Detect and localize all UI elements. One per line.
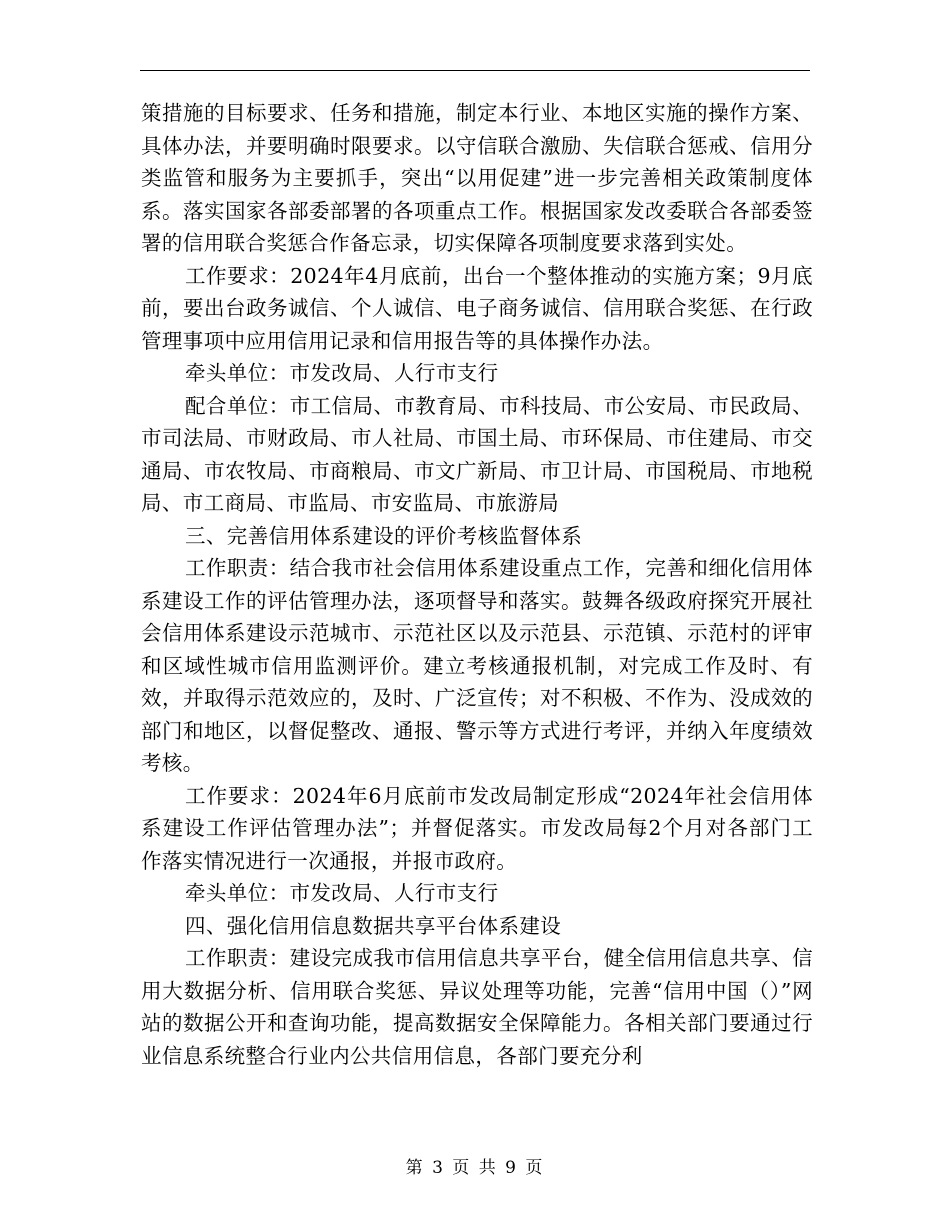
header-rule <box>140 70 810 71</box>
section-heading-3: 三、完善信用体系建设的评价考核监督体系 <box>185 523 583 548</box>
paragraph-7: 工作要求：2024年6月底前市发改局制定形成“2024年社会信用体系建设工作评估管理办法”；并督促落实。市发改局每2个月对各部门工作落实情况进行一次通报，并报市政府。 <box>141 783 813 873</box>
paragraph-10: 工作职责：建设完成我市信用信息共享平台，健全信用信息共享、信用大数据分析、信用联合奖惩、异议处理等功能，完善“信用中国（）”网站的数据公开和查询功能，提高数据安全保障能力。各相关部门要通过行业信息系统整合行业内公共信用信息，各部门要充分利 <box>141 946 813 1068</box>
paragraph-8: 牵头单位：市发改局、人行市支行 <box>185 881 499 905</box>
paragraph-4: 配合单位：市工信局、市教育局、市科技局、市公安局、市民政局、市司法局、市财政局、市人社局、市国土局、市环保局、市住建局、市交通局、市农牧局、市商粮局、市文广新局、市卫计局、市国税局、市地税局、市工商局、市监局、市安监局、市旅游局 <box>141 393 813 515</box>
paragraph-2: 工作要求：2024年4月底前，出台一个整体推动的实施方案；9月底前，要出台政务诚信、个人诚信、电子商务诚信、信用联合奖惩、在行政管理事项中应用信用记录和信用报告等的具体操作办法。 <box>141 263 813 353</box>
page-number-footer: 第 3 页 共 9 页 <box>405 1158 545 1178</box>
section-heading-4: 四、强化信用信息数据共享平台体系建设 <box>185 913 562 938</box>
paragraph-3: 牵头单位：市发改局、人行市支行 <box>185 361 499 385</box>
paragraph-6: 工作职责：结合我市社会信用体系建设重点工作，完善和细化信用体系建设工作的评估管理办法，逐项督导和落实。鼓舞各级政府探究开展社会信用体系建设示范城市、示范社区以及示范县、示范镇、示范村的评审和区域性城市信用监测评价。建立考核通报机制，对完成工作及时、有效，并取得示范效应的，及时、广泛宣传；对不积极、不作为、没成效的部门和地区，以督促整改、通报、警示等方式进行考评，并纳入年度绩效考核。 <box>141 556 813 775</box>
document-body <box>141 97 813 1072</box>
paragraph-1: 策措施的目标要求、任务和措施，制定本行业、本地区实施的操作方案、具体办法，并要明确时限要求。以守信联合激励、失信联合惩戒、信用分类监管和服务为主要抓手，突出“以用促建”进一步完善相关政策制度体系。落实国家各部委部署的各项重点工作。根据国家发改委联合各部委签署的信用联合奖惩合作备忘录，切实保障各项制度要求落到实处。 <box>141 101 813 255</box>
